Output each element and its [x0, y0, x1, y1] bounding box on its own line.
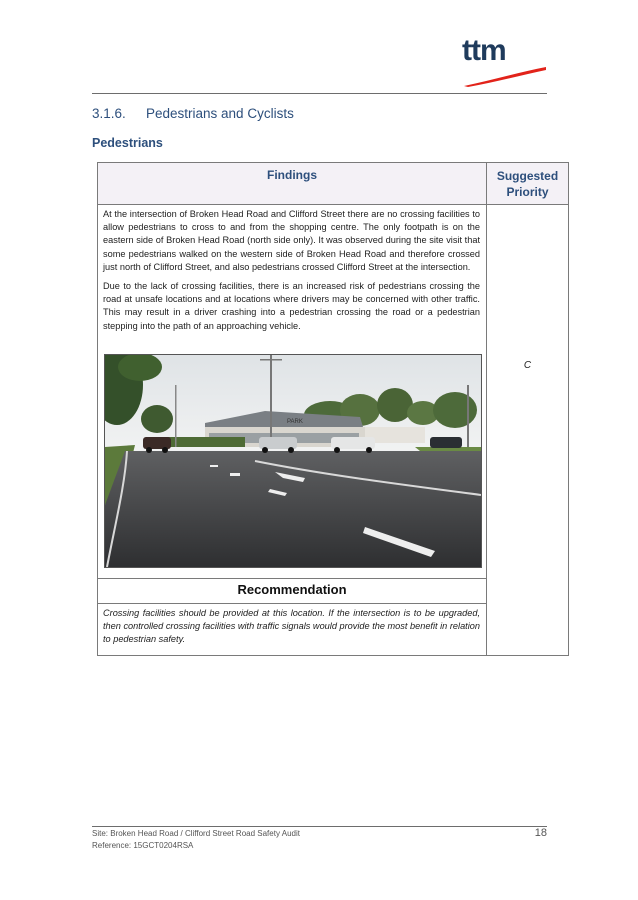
photo-park-sign: PARK [287, 419, 303, 425]
logo-swoosh-icon [462, 66, 548, 88]
footer-rule [92, 826, 547, 827]
site-photo [104, 354, 482, 568]
site-photo-illustration [105, 355, 481, 567]
footer-reference: Reference: 15GCT0204RSA [92, 841, 194, 850]
recommendation-divider [98, 603, 486, 604]
priority-value: C [523, 360, 532, 371]
section-title-text: Pedestrians and Cyclists [146, 106, 294, 121]
header-divider [98, 204, 568, 205]
page-number: 18 [534, 827, 547, 839]
priority-header-cell [487, 163, 568, 204]
findings-paragraph: At the intersection of Broken Head Road and Clifford Street there are no crossing facilities to allow pedestrians to cross to and from the shopping centre. The only footpath is on the eastern side of Broken Head Road (north side only). It was observed during the site visit that some pedestrians walked on the western side of Broken Head Road and therefore crossed just north of Clifford Street, and also pedestrians crossed Clifford Street at the intersection. [103, 209, 480, 272]
findings-paragraph: Due to the lack of crossing facilities, there is an increased risk of pedestrians crossing the road at unsafe locations and at locations where drivers may be concerned with other traffic. This may result in a driver crashing into a pedestrian crossing the road or a pedestrian stepping into the path of an approaching vehicle. [103, 281, 480, 331]
recommendation-text: Crossing facilities should be provided at this location. If the intersection is to be upgraded, then controlled crossing facilities with traffic signals would provide the most benefit in relation to pedestrian safety. [103, 608, 480, 645]
findings-header-cell [98, 163, 486, 204]
ttm-logo [462, 36, 548, 90]
footer-site: Site: Broken Head Road / Clifford Street Road Safety Audit [92, 829, 300, 838]
findings-text [103, 208, 480, 339]
section-number: 3.1.6. [92, 106, 126, 121]
findings-header: Findings [267, 168, 317, 182]
section-title [92, 106, 294, 121]
header-rule [92, 93, 547, 94]
subheading: Pedestrians [92, 136, 163, 150]
recommendation-heading: Recommendation [237, 582, 347, 597]
recommendation-top-divider [98, 578, 486, 579]
priority-header: Suggested Priority [496, 169, 559, 199]
column-divider [486, 163, 487, 655]
findings-table [97, 162, 569, 656]
logo-text: ttm [462, 34, 506, 67]
